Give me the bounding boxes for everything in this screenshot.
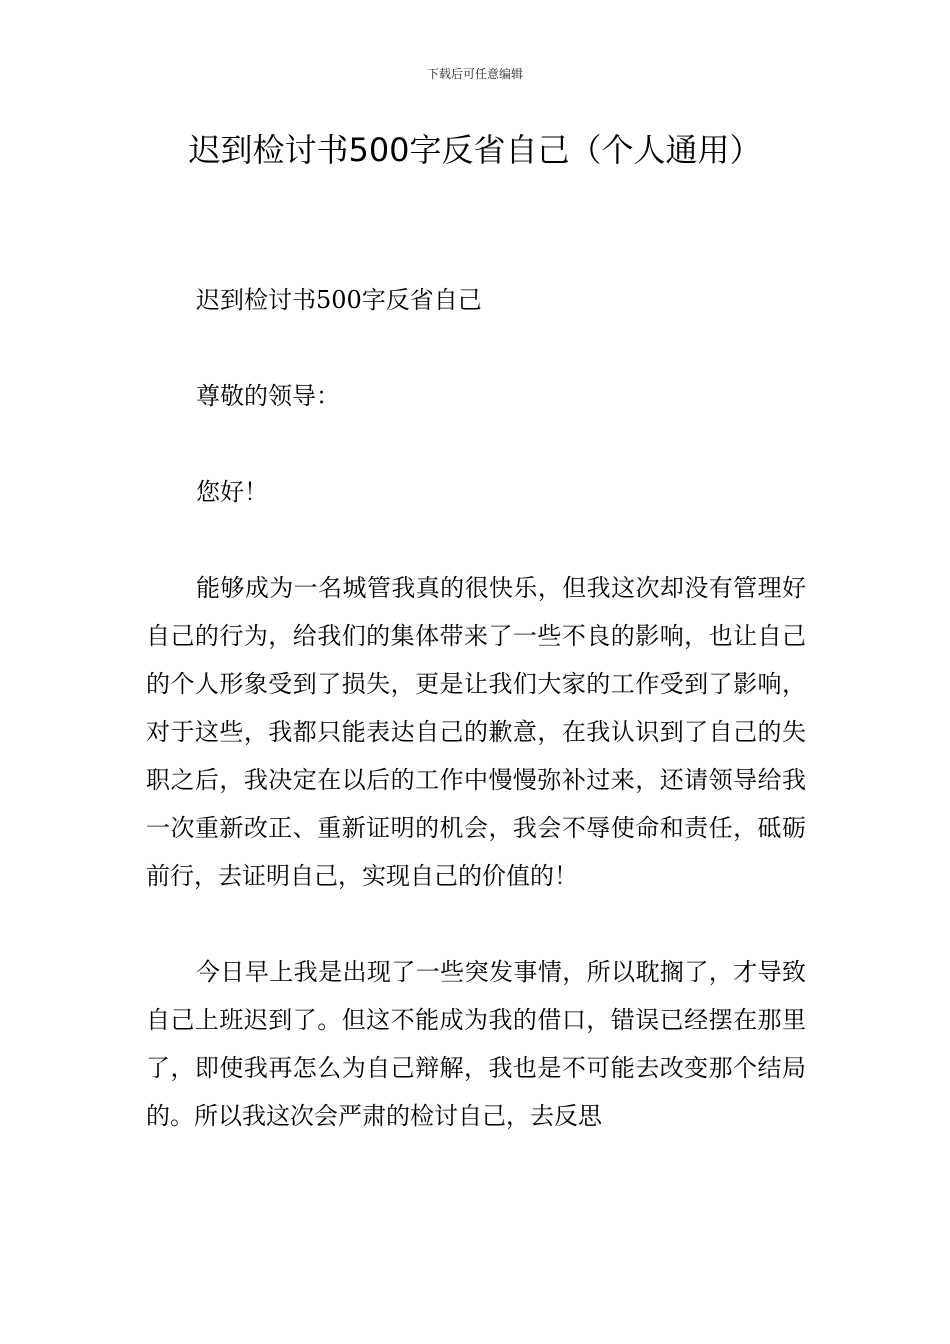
body-paragraph-1: 能够成为一名城管我真的很快乐，但我这次却没有管理好自己的行为，给我们的集体带来了一些不良的影响，也让自己的个人形象受到了损失，更是让我们大家的工作受到了影响，对于这些，我都只能表达自己的歉意，在我认识到了自己的失职之后，我决定在以后的工作中慢慢弥补过来，还请领导给我一次重新改正、重新证明的机会，我会不辱使命和责任，砥砺前行，去证明自己，实现自己的价值的！ <box>146 574 806 890</box>
document-body <box>146 276 806 1140</box>
header-note: 下载后可任意编辑 <box>426 67 523 81</box>
salutation-paragraph: 尊敬的领导： <box>196 382 340 410</box>
subtitle-paragraph: 迟到检讨书500字反省自己 <box>196 286 482 314</box>
paragraph-gap <box>146 516 806 564</box>
greeting-paragraph: 您好！ <box>196 478 268 506</box>
paragraph-gap <box>146 324 806 372</box>
paragraph-gap <box>146 900 806 948</box>
document-title: 迟到检讨书500字反省自己（个人通用） <box>188 131 762 169</box>
paragraph-gap <box>146 420 806 468</box>
body-paragraph-2: 今日早上我是出现了一些突发事情，所以耽搁了，才导致自己上班迟到了。但这不能成为我的借口，错误已经摆在那里了，即使我再怎么为自己辩解，我也是不可能去改变那个结局的。所以我这次会严肃的检讨自己，去反思 <box>146 958 806 1130</box>
